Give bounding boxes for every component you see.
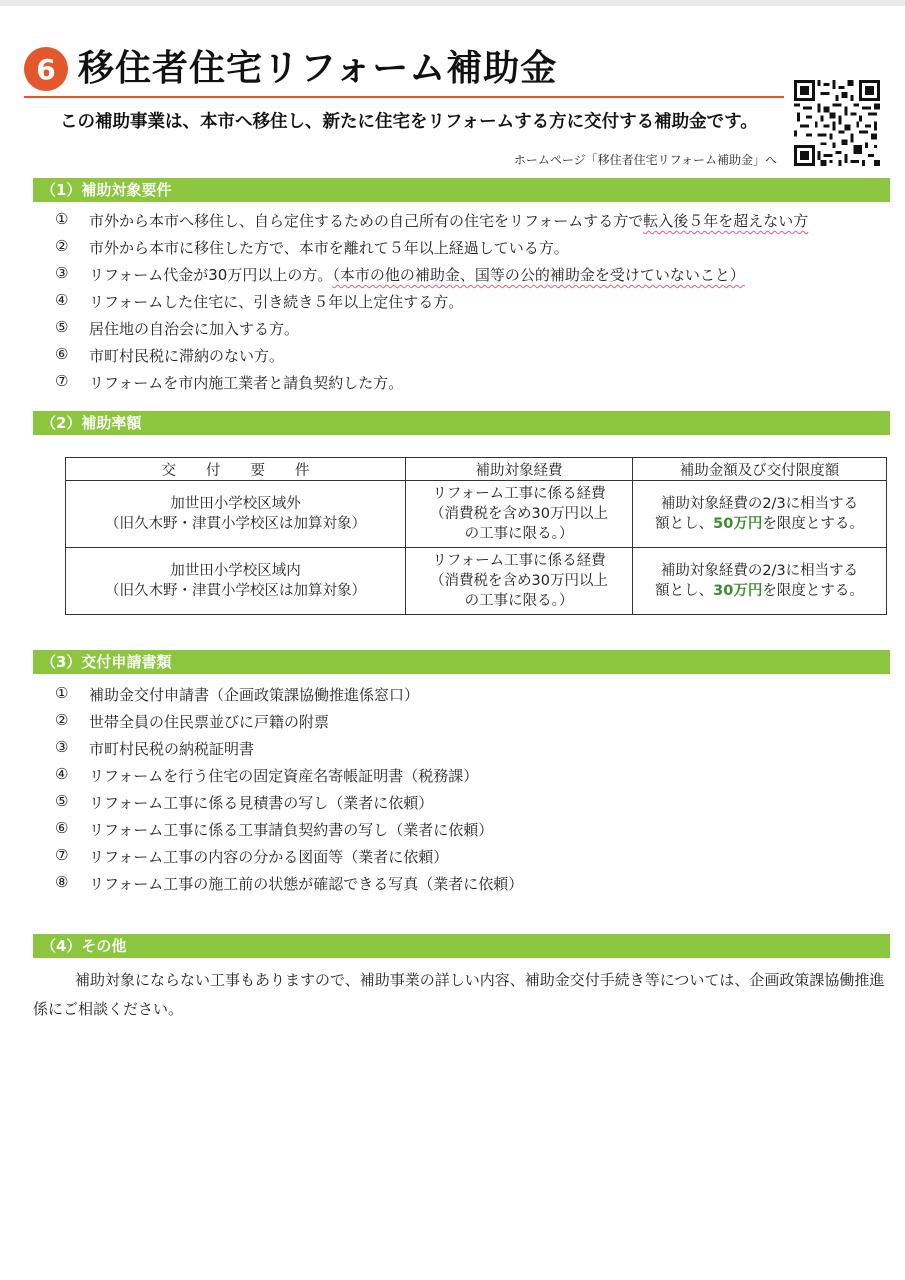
cell-text: 額とし、: [655, 516, 714, 532]
list-item-number: ④: [55, 291, 69, 309]
cell-text: を限度とする。: [762, 516, 864, 532]
cell-line: （旧久木野・津貫小学校区は加算対象）: [105, 583, 366, 599]
cell-line: （旧久木野・津貫小学校区は加算対象）: [105, 516, 366, 532]
list-item-text: 市町村民税に滞納のない方。: [89, 347, 285, 365]
cell-line: 補助対象経費の2/3に相当する: [660, 563, 859, 579]
list-item-number: ③: [55, 738, 69, 756]
list-item-text: リフォームを市内施工業者と請負契約した方。: [89, 374, 404, 392]
cell-requirement: [66, 481, 406, 548]
cell-line: [633, 514, 886, 534]
list-item-text: リフォーム工事に係る工事請負契約書の写し（業者に依頼）: [89, 821, 494, 839]
list-item-text: リフォームを行う住宅の固定資産名寄帳証明書（税務課）: [89, 767, 479, 785]
list-item: [55, 372, 808, 399]
limit-amount: 30万円: [713, 583, 763, 599]
list-item: [55, 318, 808, 345]
cell-line: 補助対象経費の2/3に相当する: [660, 496, 859, 512]
section-heading-label: （1）補助対象要件: [41, 181, 172, 199]
list-item-number: ⑥: [55, 819, 69, 837]
list-item: [55, 873, 523, 900]
cell-amount: [633, 481, 887, 548]
list-item-text: 世帯全員の住民票並びに戸籍の附票: [89, 713, 330, 731]
list-item-number: ⑤: [55, 318, 69, 336]
cell-expense: [406, 548, 633, 615]
page-title: 移住者住宅リフォーム補助金: [78, 48, 558, 89]
table-row: [66, 481, 887, 548]
limit-amount: 50万円: [713, 516, 763, 532]
list-item-number: ④: [55, 765, 69, 783]
list-item-text: 市外から本市に移住した方で、本市を離れて５年以上経過している方。: [89, 239, 569, 257]
list-item-text: 居住地の自治会に加入する方。: [89, 320, 300, 338]
list-item: [55, 264, 808, 291]
other-notes-text: 補助対象にならない工事もありますので、補助事業の詳しい内容、補助金交付手続き等については、企画政策課協働推進係にご相談ください。: [33, 971, 885, 1018]
cell-text: 額とし、: [655, 583, 714, 599]
list-item-number: ②: [55, 237, 69, 255]
cell-line: リフォーム工事に係る経費: [432, 553, 606, 569]
list-item: [55, 345, 808, 372]
cell-line: 加世田小学校区域内: [170, 563, 301, 579]
section-number-badge: 6: [24, 47, 68, 91]
list-item: [55, 846, 523, 873]
cell-line: の工事に限る。）: [464, 526, 574, 542]
requirements-list: [55, 210, 808, 399]
homepage-note: ホームページ「移住者住宅リフォーム補助金」へ: [513, 153, 777, 167]
cell-expense: [406, 481, 633, 548]
wavy-emphasis: （本市の他の補助金、国等の公的補助金を受けていないこと）: [332, 266, 745, 284]
column-header-label: 交付要件: [161, 462, 340, 479]
section-heading-label: （3）交付申請書類: [41, 653, 172, 671]
cell-amount: [633, 548, 887, 615]
list-item-number: ③: [55, 264, 69, 282]
list-item: [55, 738, 523, 765]
list-item: [55, 792, 523, 819]
list-item: [55, 711, 523, 738]
list-item-text: リフォーム工事の内容の分かる図面等（業者に依頼）: [89, 848, 449, 866]
cell-line: （消費税を含め30万円以上: [430, 506, 608, 522]
cell-line: （消費税を含め30万円以上: [430, 573, 608, 589]
list-item-text: 市町村民税の納税証明書: [89, 740, 255, 758]
table-header-row: [66, 458, 887, 481]
wavy-emphasis: 転入後５年を超えない方: [643, 212, 809, 230]
cell-line: の工事に限る。）: [464, 593, 574, 609]
list-item-text-plain: リフォーム代金が30万円以上の方。: [89, 266, 333, 284]
list-item: [55, 237, 808, 264]
list-item-number: ⑦: [55, 372, 69, 390]
list-item-number: ②: [55, 711, 69, 729]
section-heading-rates: [33, 411, 890, 435]
column-header-expense: 補助対象経費: [406, 458, 633, 481]
list-item-number: ⑦: [55, 846, 69, 864]
cell-requirement: [66, 548, 406, 615]
list-item-number: ⑥: [55, 345, 69, 363]
column-header-requirement: [66, 458, 406, 481]
title-underline: [24, 96, 784, 98]
list-item: [55, 210, 808, 237]
list-item-number: ①: [55, 684, 69, 702]
list-item-text: [89, 210, 808, 237]
list-item: [55, 765, 523, 792]
lead-text: この補助事業は、本市へ移住し、新たに住宅をリフォームする方に交付する補助金です。: [60, 112, 758, 132]
list-item: [55, 291, 808, 318]
list-item-text: [89, 264, 745, 291]
list-item-number: ⑤: [55, 792, 69, 810]
qr-code-icon[interactable]: [794, 80, 880, 166]
cell-text: を限度とする。: [762, 583, 864, 599]
list-item: [55, 819, 523, 846]
section-heading-requirements: [33, 178, 890, 202]
subsidy-amount-table: [65, 457, 887, 615]
section-heading-label: （2）補助率額: [41, 414, 142, 432]
section-heading-other: [33, 934, 890, 958]
section-heading-label: （4）その他: [41, 937, 127, 955]
title-row: [24, 45, 784, 95]
page-top-edge: [0, 0, 905, 6]
list-item: [55, 684, 523, 711]
column-header-amount: 補助金額及び交付限度額: [633, 458, 887, 481]
list-item-number: ①: [55, 210, 69, 228]
list-item-text: リフォーム工事に係る見積書の写し（業者に依頼）: [89, 794, 434, 812]
list-item-text: リフォーム工事の施工前の状態が確認できる写真（業者に依頼）: [89, 875, 524, 893]
table-row: [66, 548, 887, 615]
cell-line: 加世田小学校区域外: [170, 496, 301, 512]
list-item-text: 補助金交付申請書（企画政策課協働推進係窓口）: [89, 686, 420, 704]
list-item-text: リフォームした住宅に、引き続き５年以上定住する方。: [89, 293, 464, 311]
cell-line: リフォーム工事に係る経費: [432, 486, 606, 502]
section-heading-documents: [33, 650, 890, 674]
list-item-number: ⑧: [55, 873, 69, 891]
cell-line: [633, 581, 886, 601]
list-item-text-plain: 市外から本市へ移住し、自ら定住するための自己所有の住宅をリフォームする方で: [89, 212, 644, 230]
documents-list: [55, 684, 523, 900]
